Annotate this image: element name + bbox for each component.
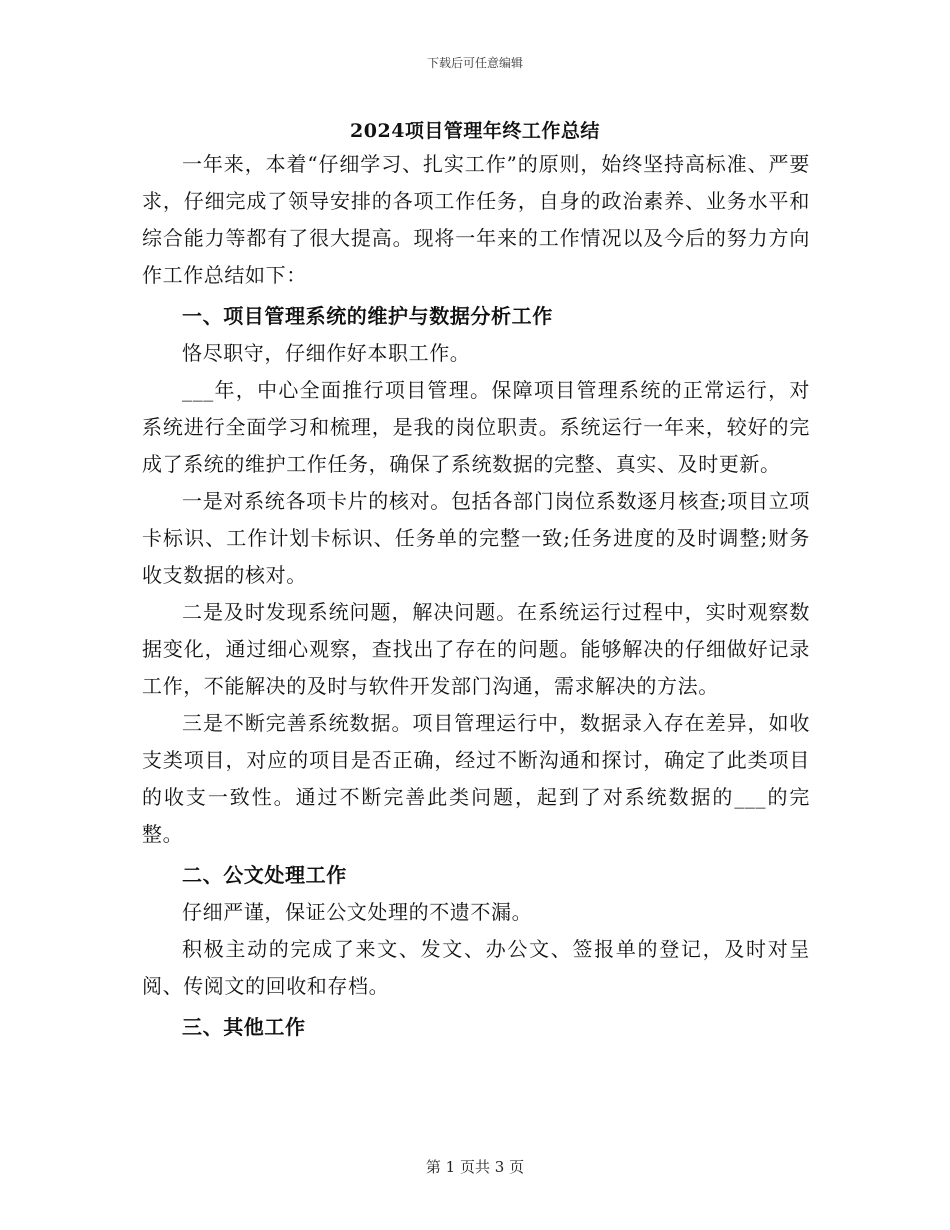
paragraph-intro: 一年来，本着“仔细学习、扎实工作”的原则，始终坚持高标准、严要求，仔细完成了领导安排的各项工作任务，自身的政治素养、业务水平和综合能力等都有了很大提高。现将一年来的工作情况以及今后的努力方向作工作总结如下： <box>142 152 810 287</box>
paragraph: 一是对系统各项卡片的核对。包括各部门岗位系数逐月核查;项目立项卡标识、工作计划卡标识、任务单的完整一致;任务进度的及时调整;财务收支数据的核对。 <box>142 489 810 587</box>
header-note: 下载后可任意编辑 <box>426 56 523 70</box>
section-heading-2: 二、公文处理工作 <box>182 863 347 887</box>
paragraph: 恪尽职守，仔细作好本职工作。 <box>182 341 471 365</box>
section-heading-1: 一、项目管理系统的维护与数据分析工作 <box>182 304 553 328</box>
paragraph: 三是不断完善系统数据。项目管理运行中，数据录入存在差异，如收支类项目，对应的项目是否正确，经过不断沟通和探讨，确定了此类项目的收支一致性。通过不断完善此类问题，起到了对系统数据的___的完整。 <box>142 711 810 846</box>
document-title: 2024项目管理年终工作总结 <box>350 120 600 142</box>
section-heading-3: 三、其他工作 <box>182 1015 306 1039</box>
paragraph: 二是及时发现系统问题，解决问题。在系统运行过程中，实时观察数据变化，通过细心观察，查找出了存在的问题。能够解决的仔细做好记录工作，不能解决的及时与软件开发部门沟通，需求解决的方法。 <box>142 600 810 698</box>
page-footer: 第 1 页共 3 页 <box>425 1158 525 1176</box>
paragraph: 积极主动的完成了来文、发文、办公文、签报单的登记，及时对呈阅、传阅文的回收和存档。 <box>142 937 810 998</box>
paragraph: ___年，中心全面推行项目管理。保障项目管理系统的正常运行，对系统进行全面学习和梳理，是我的岗位职责。系统运行一年来，较好的完成了系统的维护工作任务，确保了系统数据的完整、真实、及时更新。 <box>142 378 810 476</box>
document-body <box>142 146 810 1046</box>
paragraph: 仔细严谨，保证公文处理的不遗不漏。 <box>182 900 533 924</box>
